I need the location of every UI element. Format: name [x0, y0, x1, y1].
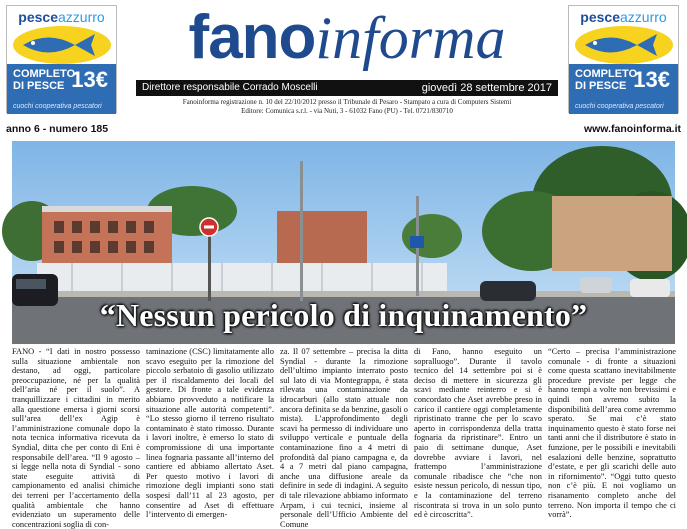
issue-number: anno 6 - numero 185 — [6, 123, 109, 135]
director-bar — [136, 80, 558, 96]
issue-date: giovedì 28 settembre 2017 — [421, 82, 552, 94]
ad-brand-part2: azzurro — [58, 9, 105, 25]
article-photo — [12, 141, 675, 344]
ad-price: 13€ — [633, 67, 670, 92]
ad-coop: cuochi cooperativa pescatori — [575, 103, 664, 110]
director-text: Direttore responsabile Corrado Moscelli — [142, 82, 318, 93]
newspaper-logo[interactable] — [136, 2, 558, 76]
article-column-1 — [12, 347, 140, 529]
article-column-2-text: taminazione (CSC) limitatamente allo scavo eseguito per la rimozione del piccolo serbatoio di gasolio utilizzato per il riscaldamento dei locali del gestore. Di fronte a tale evidenza abbiamo provveduto a notificare la situazione alle autorità competenti”. “Lo stesso giorno il terreno risultato contaminato è stato rimosso. Durante i lavori inoltre, è emerso lo stato di compromissione di una importante linea fognaria passante all’interno del cantiere ed abbiamo allertato Aset. Per questo motivo i lavori di rimozione degli impianti sono stati sospesi dall’11 al 23 agosto, per consentire ad Aset di effettuare l’intervento di emergen- — [146, 347, 274, 520]
ad-combo-line1: COMPLETO — [575, 68, 638, 80]
issue-row — [6, 123, 681, 137]
article-column-5 — [548, 347, 676, 520]
ad-brand — [569, 10, 678, 24]
ad-brand-part1: pesce — [18, 9, 58, 25]
website-link[interactable]: www.fanoinforma.it — [583, 123, 681, 135]
logo-informa: informa — [315, 5, 506, 71]
ad-combo-text — [575, 68, 637, 92]
registration-line1: Fanoinforma registrazione n. 10 del 22/10/2012 presso il Tribunale di Pesaro - Stampato a cura di Computers Sistemi — [182, 98, 512, 106]
registration-info — [136, 98, 558, 116]
ad-brand-part2: azzurro — [620, 9, 667, 25]
ad-panel — [7, 64, 116, 114]
ad-combo-line1: COMPLETO — [13, 68, 76, 80]
logo-fano: fano — [188, 3, 316, 72]
ad-price: 13€ — [71, 67, 108, 92]
article-column-3-text: za. Il 07 settembre – precisa la ditta Syndial - durante la rimozione dell’ultimo impianto interrato posto sul lato di via Montegrappa, è stata rilevata una contaminazione da idrocarburi (allo stato attuale non ancora definita se da benzine, gasoli o mista). L’approfondimento degli scavi ha permesso di individuare uno sviluppo verticale e puntuale della contaminazione fino a 4 metri di profondità dal piano campagna e, da 4 a 7 metri dal piano campagna, anche una diffusione areale da definire in sede di indagini. A seguito di tale rilevazione abbiamo informato Arpam, i cui tecnici, insieme al personale dell’Ufficio Ambiente del Comune — [280, 347, 408, 529]
article-column-5-text: “Certo – precisa l’amministrazione comunale - di fronte a situazioni come questa scattano inevitabilmente procedure previste per legge che hanno tempi a volte non brevissimi e quindi non avremo subito la disponibilità dell’area come avremmo sperato. Se mai c’è stato inquinamento questo è stato forse nei tanti anni che il distributore è stato in funzione, per le possibili e inevitabili esalazioni delle benzine, soprattutto d’estate, e per gli scarichi delle auto in rifornimento”. “Oggi tutto questo non c’è più. E noi vogliamo un risanamento completo anche del terreno. Non importa il tempo che ci vorrà”. — [548, 347, 676, 520]
article-column-4-text: di Fano, hanno eseguito un sopralluogo”. Durante il tavolo tecnico del 14 settembre poi si è deciso di mettere in sicurezza gli scavi mediante reinterro e si è concordato che Aset avrebbe preso in carico il cantiere oggi completamente ripristinato tranne che per lo scavo aperto in corrispondenza della tratta fognaria da ripristinare”. Entro un paio di settimane dunque, Aset dovrebbe avviare i lavori, nel frattempo l’amministrazione comunale ribadisce che “che non esiste nessun pericolo, di nessun tipo, e la contaminazione del terreno riscontrata si trova in un solo punto ed è circoscritta”. — [414, 347, 542, 520]
ad-combo-text — [13, 68, 75, 92]
ad-combo-line2: DI PESCE — [575, 80, 627, 92]
headline: “Nessun pericolo di inquinamento” — [99, 297, 588, 333]
ad-brand — [7, 10, 116, 24]
ad-panel — [569, 64, 678, 114]
ad-pesce-azzurro-left[interactable] — [6, 5, 117, 113]
ad-brand-part1: pesce — [580, 9, 620, 25]
ad-combo-line2: DI PESCE — [13, 80, 65, 92]
ad-coop: cuochi cooperativa pescatori — [13, 103, 102, 110]
fish-icon — [13, 26, 111, 64]
ad-pesce-azzurro-right[interactable] — [568, 5, 679, 113]
article-column-2 — [146, 347, 274, 520]
article-column-1-text: FANO - “I dati in nostro possesso sulla situazione ambientale non destano, ad oggi, particolare preoccupazione, né per la qualità dell’aria né per il suolo”. A tranquillizzare i cittadini in merito alla questione emersa i giorni scorsi sull’area dell’ex Agip è l’amministrazione comunale dopo la nota tecnica informativa ricevuta da Syndial, ditta che per conto di Eni è responsabile dell’area. “Il 9 agosto – si legge nella nota di Syndial - sono state eseguite attività di campionamento ed analisi chimiche dei terreni per l’accertamento della qualità ambientale che hanno evidenziato un superamento delle concentrazioni soglia di con- — [12, 347, 140, 529]
article-body — [12, 347, 677, 529]
article-column-4 — [414, 347, 542, 520]
registration-line2: Editore: Comunica s.r.l. - via Nuti, 3 - 61032 Fano (PU) - Tel. 0721/830710 — [241, 107, 453, 115]
fish-icon — [575, 26, 673, 64]
article-column-3 — [280, 347, 408, 529]
